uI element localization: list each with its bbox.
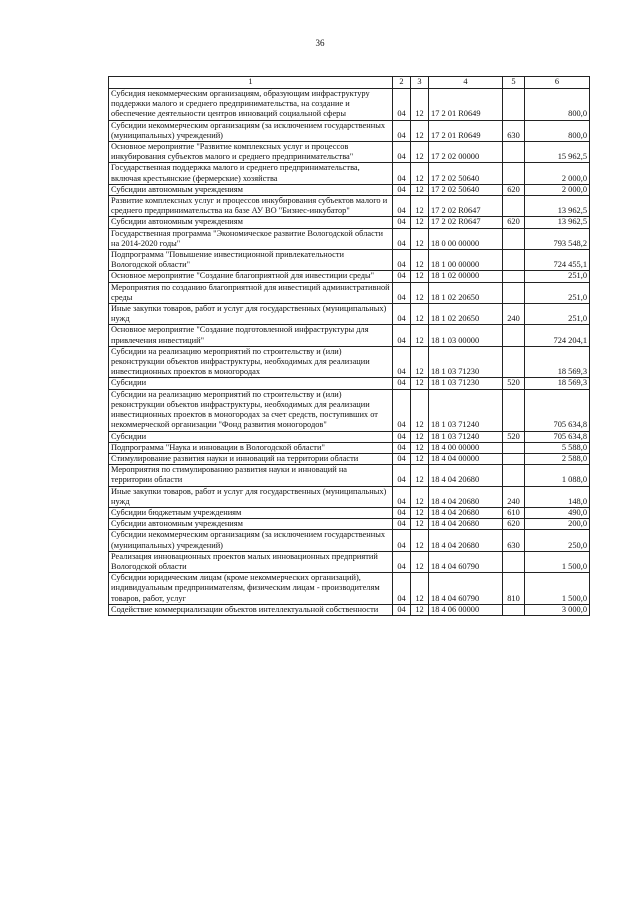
table-row	[109, 453, 590, 464]
header-col-2: 2	[393, 77, 411, 89]
row-expense-type	[503, 142, 525, 163]
table-header-row	[109, 77, 590, 89]
row-target-article: 18 4 04 20680	[429, 530, 503, 551]
row-subsection: 12	[411, 142, 429, 163]
table-row	[109, 442, 590, 453]
row-amount: 148,0	[525, 486, 590, 507]
row-name: Субсидии некоммерческим организациям (за исключением государственных (муниципальных) учреждений)	[109, 530, 393, 551]
header-col-6: 6	[525, 77, 590, 89]
row-section: 04	[393, 196, 411, 217]
row-section: 04	[393, 442, 411, 453]
table-row	[109, 250, 590, 271]
row-expense-type: 520	[503, 431, 525, 442]
row-section: 04	[393, 217, 411, 228]
row-amount: 724 455,1	[525, 250, 590, 271]
row-amount: 1 500,0	[525, 573, 590, 605]
row-target-article: 18 1 02 00000	[429, 271, 503, 282]
row-section: 04	[393, 507, 411, 518]
row-target-article: 18 0 00 00000	[429, 228, 503, 249]
row-expense-type	[503, 250, 525, 271]
row-amount: 251,0	[525, 271, 590, 282]
row-subsection: 12	[411, 551, 429, 572]
row-subsection: 12	[411, 325, 429, 346]
row-amount: 1 500,0	[525, 551, 590, 572]
row-expense-type	[503, 325, 525, 346]
row-target-article: 17 2 02 00000	[429, 142, 503, 163]
row-subsection: 12	[411, 378, 429, 389]
row-amount: 793 548,2	[525, 228, 590, 249]
row-section: 04	[393, 325, 411, 346]
row-name: Субсидии бюджетным учреждениям	[109, 507, 393, 518]
row-target-article: 18 4 06 00000	[429, 604, 503, 615]
row-name: Субсидии на реализацию мероприятий по строительству и (или) реконструкции объектов инфраструктуры, необходимых для реализации инвестиционных проектов в моногородах за счет средств, поступивших от некоммерческой организации "Фонд развития моногородов"	[109, 389, 393, 431]
row-name: Субсидии автономным учреждениям	[109, 184, 393, 195]
row-target-article: 18 4 04 60790	[429, 573, 503, 605]
row-subsection: 12	[411, 217, 429, 228]
row-target-article: 18 4 04 20680	[429, 507, 503, 518]
row-section: 04	[393, 120, 411, 141]
row-expense-type	[503, 465, 525, 486]
row-amount: 2 000,0	[525, 184, 590, 195]
table-row	[109, 530, 590, 551]
row-target-article: 18 4 04 00000	[429, 453, 503, 464]
row-amount: 18 569,3	[525, 346, 590, 378]
row-amount: 705 634,8	[525, 389, 590, 431]
row-subsection: 12	[411, 282, 429, 303]
table-row	[109, 282, 590, 303]
row-expense-type	[503, 453, 525, 464]
row-target-article: 17 2 02 50640	[429, 163, 503, 184]
row-amount: 800,0	[525, 120, 590, 141]
row-target-article: 17 2 01 R0649	[429, 120, 503, 141]
row-section: 04	[393, 184, 411, 195]
row-target-article: 18 1 00 00000	[429, 250, 503, 271]
row-subsection: 12	[411, 163, 429, 184]
row-name: Государственная программа "Экономическое развитие Вологодской области на 2014-2020 годы"	[109, 228, 393, 249]
row-name: Развитие комплексных услуг и процессов инкубирования субъектов малого и среднего предпринимательства на базе АУ ВО "Бизнес-инкубатор"	[109, 196, 393, 217]
row-section: 04	[393, 465, 411, 486]
row-subsection: 12	[411, 196, 429, 217]
row-section: 04	[393, 250, 411, 271]
table-row	[109, 325, 590, 346]
row-target-article: 18 1 02 20650	[429, 282, 503, 303]
row-subsection: 12	[411, 507, 429, 518]
row-expense-type	[503, 271, 525, 282]
row-expense-type	[503, 163, 525, 184]
row-target-article: 18 1 03 00000	[429, 325, 503, 346]
row-section: 04	[393, 378, 411, 389]
row-expense-type: 620	[503, 217, 525, 228]
row-target-article: 17 2 02 R0647	[429, 217, 503, 228]
row-section: 04	[393, 271, 411, 282]
row-name: Основное мероприятие "Создание подготовленной инфраструктуры для привлечения инвестиций"	[109, 325, 393, 346]
row-expense-type: 630	[503, 530, 525, 551]
row-subsection: 12	[411, 304, 429, 325]
row-expense-type: 810	[503, 573, 525, 605]
row-name: Иные закупки товаров, работ и услуг для государственных (муниципальных) нужд	[109, 304, 393, 325]
row-section: 04	[393, 163, 411, 184]
row-section: 04	[393, 453, 411, 464]
table-row	[109, 389, 590, 431]
row-subsection: 12	[411, 465, 429, 486]
row-section: 04	[393, 573, 411, 605]
row-section: 04	[393, 142, 411, 163]
row-section: 04	[393, 604, 411, 615]
row-expense-type	[503, 282, 525, 303]
row-expense-type: 520	[503, 378, 525, 389]
row-expense-type	[503, 346, 525, 378]
row-expense-type: 620	[503, 519, 525, 530]
row-section: 04	[393, 304, 411, 325]
table-row	[109, 89, 590, 121]
table-row	[109, 184, 590, 195]
row-target-article: 17 2 02 50640	[429, 184, 503, 195]
row-target-article: 18 1 03 71230	[429, 346, 503, 378]
row-amount: 490,0	[525, 507, 590, 518]
row-subsection: 12	[411, 442, 429, 453]
row-section: 04	[393, 486, 411, 507]
row-subsection: 12	[411, 431, 429, 442]
row-subsection: 12	[411, 604, 429, 615]
row-name: Стимулирование развития науки и инноваций на территории области	[109, 453, 393, 464]
row-subsection: 12	[411, 346, 429, 378]
row-expense-type: 240	[503, 304, 525, 325]
row-subsection: 12	[411, 573, 429, 605]
row-section: 04	[393, 530, 411, 551]
row-name: Субсидии юридическим лицам (кроме некоммерческих организаций), индивидуальным предпринимателям, физическим лицам - производителям товаров, работ, услуг	[109, 573, 393, 605]
table-row	[109, 431, 590, 442]
row-name: Государственная поддержка малого и среднего предпринимательства, включая крестьянские (фермерские) хозяйства	[109, 163, 393, 184]
row-amount: 15 962,5	[525, 142, 590, 163]
row-target-article: 18 4 00 00000	[429, 442, 503, 453]
row-section: 04	[393, 282, 411, 303]
row-subsection: 12	[411, 453, 429, 464]
row-name: Подпрограмма "Повышение инвестиционной привлекательности Вологодской области"	[109, 250, 393, 271]
row-expense-type: 610	[503, 507, 525, 518]
row-subsection: 12	[411, 519, 429, 530]
table-row	[109, 507, 590, 518]
table-row	[109, 120, 590, 141]
table-row	[109, 519, 590, 530]
row-name: Субсидии некоммерческим организациям (за исключением государственных (муниципальных) учреждений)	[109, 120, 393, 141]
page-number: 36	[315, 38, 325, 48]
table-row	[109, 304, 590, 325]
row-target-article: 18 1 03 71230	[429, 378, 503, 389]
row-section: 04	[393, 228, 411, 249]
row-target-article: 18 4 04 20680	[429, 486, 503, 507]
table-row	[109, 228, 590, 249]
row-section: 04	[393, 346, 411, 378]
row-section: 04	[393, 431, 411, 442]
row-name: Основное мероприятие "Развитие комплексных услуг и процессов инкубирования субъектов малого и среднего предпринимательства"	[109, 142, 393, 163]
row-subsection: 12	[411, 271, 429, 282]
row-expense-type: 240	[503, 486, 525, 507]
table-body	[109, 89, 590, 616]
row-target-article: 18 1 03 71240	[429, 431, 503, 442]
row-expense-type	[503, 442, 525, 453]
row-name: Содействие коммерциализации объектов интеллектуальной собственности	[109, 604, 393, 615]
table-row	[109, 378, 590, 389]
row-subsection: 12	[411, 530, 429, 551]
row-subsection: 12	[411, 89, 429, 121]
row-name: Субсидии	[109, 378, 393, 389]
row-subsection: 12	[411, 228, 429, 249]
row-amount: 251,0	[525, 282, 590, 303]
header-col-1: 1	[109, 77, 393, 89]
table-row	[109, 486, 590, 507]
row-subsection: 12	[411, 250, 429, 271]
row-name: Мероприятия по стимулированию развития науки и инноваций на территории области	[109, 465, 393, 486]
row-target-article: 18 4 04 60790	[429, 551, 503, 572]
row-expense-type: 630	[503, 120, 525, 141]
row-target-article: 17 2 01 R0649	[429, 89, 503, 121]
row-amount: 200,0	[525, 519, 590, 530]
table-row	[109, 573, 590, 605]
row-amount: 800,0	[525, 89, 590, 121]
row-amount: 2 588,0	[525, 453, 590, 464]
row-amount: 1 088,0	[525, 465, 590, 486]
row-amount: 18 569,3	[525, 378, 590, 389]
row-name: Иные закупки товаров, работ и услуг для государственных (муниципальных) нужд	[109, 486, 393, 507]
header-col-5: 5	[503, 77, 525, 89]
row-amount: 5 588,0	[525, 442, 590, 453]
row-target-article: 18 1 03 71240	[429, 389, 503, 431]
row-subsection: 12	[411, 184, 429, 195]
table-row	[109, 196, 590, 217]
row-section: 04	[393, 551, 411, 572]
row-expense-type	[503, 228, 525, 249]
row-name: Субсидии на реализацию мероприятий по строительству и (или) реконструкции объектов инфраструктуры, необходимых для реализации инвестиционных проектов в моногородах	[109, 346, 393, 378]
row-amount: 13 962,5	[525, 217, 590, 228]
table-row	[109, 163, 590, 184]
row-target-article: 18 1 02 20650	[429, 304, 503, 325]
row-amount: 13 962,5	[525, 196, 590, 217]
row-subsection: 12	[411, 389, 429, 431]
table-row	[109, 604, 590, 615]
table-row	[109, 217, 590, 228]
header-col-3: 3	[411, 77, 429, 89]
row-expense-type	[503, 196, 525, 217]
row-target-article: 18 4 04 20680	[429, 519, 503, 530]
row-name: Субсидии автономным учреждениям	[109, 217, 393, 228]
table-row	[109, 346, 590, 378]
row-section: 04	[393, 389, 411, 431]
row-name: Основное мероприятие "Создание благоприятной для инвестиции среды"	[109, 271, 393, 282]
row-expense-type: 620	[503, 184, 525, 195]
row-name: Субсидия некоммерческим организациям, образующим инфраструктуру поддержки малого и среднего предпринимательства, на создание и обеспечение деятельности центров инноваций социальной сферы	[109, 89, 393, 121]
table-row	[109, 142, 590, 163]
row-subsection: 12	[411, 486, 429, 507]
row-amount: 3 000,0	[525, 604, 590, 615]
row-section: 04	[393, 89, 411, 121]
row-amount: 250,0	[525, 530, 590, 551]
table-row	[109, 271, 590, 282]
row-amount: 2 000,0	[525, 163, 590, 184]
row-amount: 724 204,1	[525, 325, 590, 346]
row-target-article: 17 2 02 R0647	[429, 196, 503, 217]
row-name: Субсидии автономным учреждениям	[109, 519, 393, 530]
header-col-4: 4	[429, 77, 503, 89]
row-target-article: 18 4 04 20680	[429, 465, 503, 486]
row-name: Подпрограмма "Наука и инновации в Вологодской области"	[109, 442, 393, 453]
row-section: 04	[393, 519, 411, 530]
row-expense-type	[503, 389, 525, 431]
row-expense-type	[503, 89, 525, 121]
table-row	[109, 551, 590, 572]
table-row	[109, 465, 590, 486]
row-expense-type	[503, 604, 525, 615]
row-name: Субсидии	[109, 431, 393, 442]
row-expense-type	[503, 551, 525, 572]
budget-table	[108, 76, 590, 616]
row-name: Мероприятия по созданию благоприятной для инвестиций административной среды	[109, 282, 393, 303]
row-name: Реализация инновационных проектов малых инновационных предприятий Вологодской области	[109, 551, 393, 572]
row-amount: 251,0	[525, 304, 590, 325]
row-subsection: 12	[411, 120, 429, 141]
row-amount: 705 634,8	[525, 431, 590, 442]
